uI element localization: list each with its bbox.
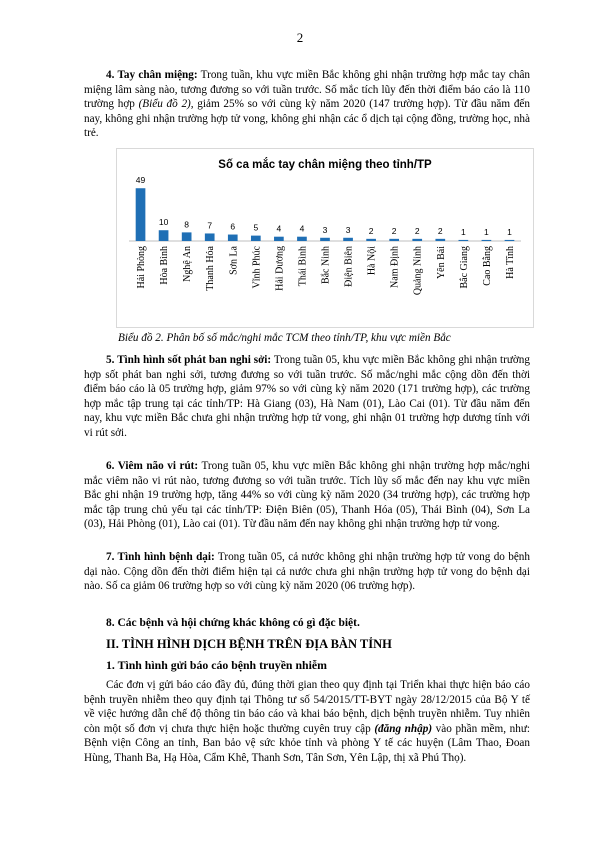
category-label-1: Hòa Bình [159,246,171,285]
category-label-5: Vĩnh Phúc [251,246,263,289]
data-label-5: 5 [253,222,259,233]
section-1-heading: 1. Tình hình gửi báo cáo bệnh truyền nhiễm [106,658,327,672]
category-label-16: Hà Tĩnh [504,246,516,279]
bar-2 [182,232,192,241]
category-label-0: Hải Phòng [136,246,148,289]
bar-13 [435,239,445,241]
bar-10 [366,239,376,241]
bar-1 [159,230,169,241]
category-label-3: Thanh Hóa [205,246,217,291]
data-label-4: 6 [230,221,236,232]
section-4-text-cont: giảm 25% so với cùng kỳ năm 2020 (147 trường hợp). Từ đầu năm đến nay, không ghi nhận trường hợp tử vong, không ghi nhận các ổ dịch tại cộng đồng, trường học, nhà trẻ. [84,98,530,140]
data-label-16: 1 [507,226,512,237]
data-label-13: 2 [437,225,443,236]
category-label-6: Hải Dương [274,246,286,291]
section-1-text-cont: vào phần mềm, như: Bệnh viện Công an tỉnh, Ban bảo vệ sức khỏe tỉnh và phòng Y tế các huyện (Lâm Thao, Đoan Hùng, Thanh Ba, Hạ Hòa, Cẩm Khê, Thanh Sơn, Tân Sơn, Yên Lập, thị xã Phú Thọ). [84,722,530,764]
data-label-11: 2 [391,225,397,236]
section-7-heading: 7. Tình hình bệnh dại: [106,551,215,563]
section-4 [84,68,530,141]
bar-14 [459,240,469,241]
data-label-1: 10 [158,217,169,228]
bar-9 [343,238,353,241]
bar-15 [482,240,492,241]
section-6-text: Trong tuần 05, khu vực miền Bắc không ghi nhận trường hợp mắc/nghi mắc viêm não vi rút nào, tương đương so với tuần trước. Tích lũy số mắc đến nay khu vực miền Bắc ghi nhận 19 trường hợp, tăng 44% so với cùng kỳ năm 2020 (34 trường hợp), các trường hợp mắc tập trung chủ yếu tại các tỉnh/TP: Điện Biên (05), Thanh Hóa (05), Thái Bình (04), Sơn La (03), Hải Phòng (01), Lào cai (01). Từ đầu năm đến nay không ghi nhận trường hợp tử vong. [84,460,530,531]
bar-0 [136,188,146,241]
section-5-heading: 5. Tình hình sốt phát ban nghi sởi: [106,354,272,366]
section-1-login-note: (đăng nhập) [374,722,433,735]
section-1-text: Các đơn vị gửi báo cáo đầy đủ, đúng thời gian theo quy định tại Triển khai thực hiện báo cáo bệnh truyền nhiễm theo quy định tại Thông tư số 54/2015/TT-BYT ngày 28/12/2015 của Bộ Y tế về việc hướng dẫn chế độ thông tin báo cáo và khai báo bệnh, dịch bệnh truyền nhiễm. Tuy nhiên còn một số đơn vị chưa thực hiện hoặc thường cuyên truy cập [84,679,530,735]
data-label-10: 2 [368,225,374,236]
section-8-heading: 8. Các bệnh và hội chứng khác không có gì đặc biệt. [106,617,360,629]
data-label-12: 2 [414,225,420,236]
data-label-8: 3 [322,224,328,235]
category-label-9: Điện Biên [343,246,355,287]
category-label-12: Quảng Ninh [412,246,424,296]
bar-6 [274,237,284,241]
section-1-body [84,678,530,766]
bar-16 [505,240,515,241]
category-label-15: Cao Bằng [481,246,493,286]
category-label-7: Thái Bình [297,246,309,287]
page-number: 2 [296,30,304,45]
category-label-14: Bắc Giang [458,246,470,289]
bar-11 [389,239,399,241]
cases-chart [116,148,534,328]
category-label-4: Sơn La [228,246,240,275]
bar-3 [205,233,215,241]
bar-12 [412,239,422,241]
bar-4 [228,235,238,241]
data-label-3: 7 [207,220,213,231]
category-label-13: Yên Bái [435,246,447,280]
section-7 [84,550,530,594]
section-7-text: Trong tuần 05, cả nước không ghi nhận trường hợp tử vong do bệnh dại nào. Cộng dồn đến thời điểm hiện tại cả nước chưa ghi nhận trường hợp tử vong do bệnh dại nào. Số ca giảm 06 trường hợp so với cùng kỳ năm 2020 (06 trường hợp). [84,551,530,593]
category-label-2: Nghệ An [182,246,194,282]
data-label-6: 4 [276,223,282,234]
chart-plot [117,149,533,327]
section-6-heading: 6. Viêm não vi rút: [106,460,199,472]
data-label-15: 1 [484,226,489,237]
bar-8 [320,238,330,241]
section-4-heading: 4. Tay chân miệng: [106,69,198,81]
data-label-0: 49 [135,175,146,186]
section-4-chart-ref: (Biểu đồ 2), [138,98,194,111]
section-II-heading: II. TÌNH HÌNH DỊCH BỆNH TRÊN ĐỊA BÀN TỈNH [106,637,392,651]
chart-caption: Biểu đồ 2. Phân bố số mắc/nghi mắc TCM theo tỉnh/TP, khu vực miền Bắc [118,332,451,344]
data-label-14: 1 [460,226,466,237]
bar-7 [297,237,307,241]
section-5-text: Trong tuần 05, khu vực miền Bắc không ghi nhận trường hợp sốt phát ban nghi sởi, tương đương so với tuần trước. Số mắc/nghi mắc cộng dồn đến thời điểm báo cáo là 05 trường hợp, giảm 97% so với cùng kỳ năm 2020 (171 trường hợp), các trường hợp mắc tập trung tại các tỉnh/TP: Hà Giang (03), Hà Nam (01), Lào Cai (01). Từ đầu năm đến nay, khu vực miền Bắc chưa ghi nhận trường hợp tử vong, ghi nhận 01 trường hợp dương tính với vi rút sởi. [84,354,530,439]
data-label-2: 8 [184,219,190,230]
category-label-8: Bắc Ninh [320,246,332,285]
chart-title: Số ca mắc tay chân miệng theo tỉnh/TP [218,159,432,171]
data-label-9: 3 [345,224,351,235]
category-label-11: Nam Định [389,246,401,288]
section-4-text: Trong tuần, khu vực miền Bắc không ghi nhận trường hợp mắc tay chân miệng lâm sàng nào, tương đương so với tuần trước. Số mắc tích lũy đến thời điểm báo cáo là 110 trường hợp [84,69,530,111]
section-6 [84,459,530,532]
data-label-7: 4 [299,223,305,234]
category-label-10: Hà Nội [366,246,378,276]
bar-5 [251,236,261,241]
section-5 [84,353,530,441]
